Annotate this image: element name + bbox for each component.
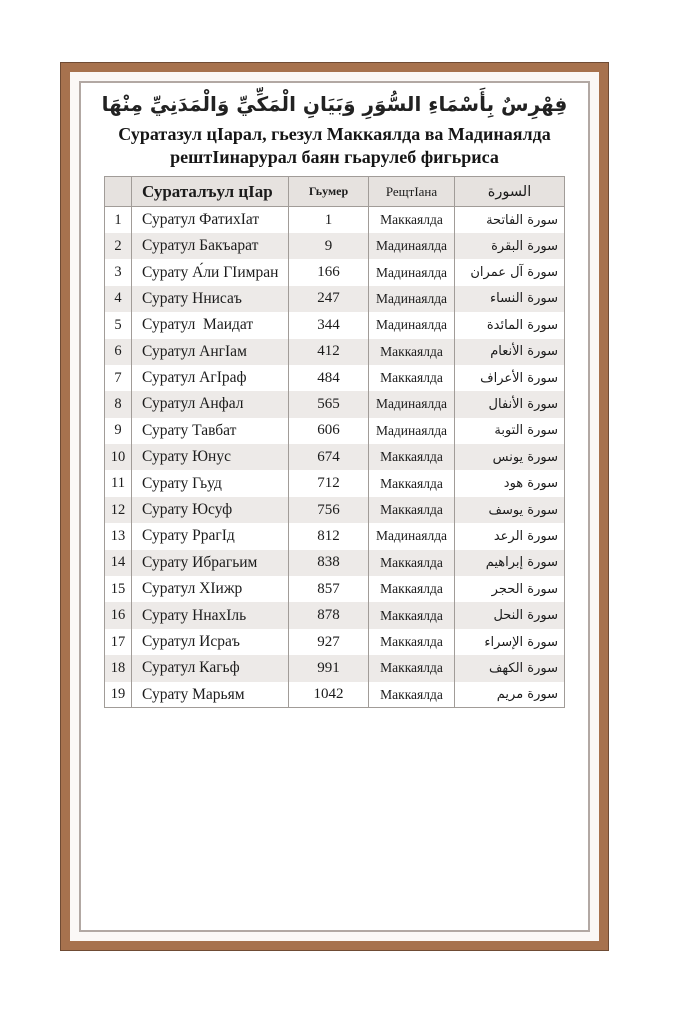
surah-index-table: [104, 176, 565, 708]
arabic-name-cell: سورة الأنعام: [455, 339, 565, 365]
row-number-cell: 13: [105, 523, 132, 549]
table-row: [105, 418, 565, 444]
arabic-name-cell: سورة الأعراف: [455, 365, 565, 391]
header-row-number: [105, 177, 132, 207]
revealed-place-cell: Мадинаялда: [369, 523, 455, 549]
revealed-place-cell: Маккаялда: [369, 207, 455, 233]
table-header-row: [105, 177, 565, 207]
table-row: [105, 259, 565, 285]
table-row: [105, 444, 565, 470]
arabic-name-cell: سورة الرعد: [455, 523, 565, 549]
arabic-name-cell: سورة البقرة: [455, 233, 565, 259]
table-row: [105, 470, 565, 496]
surah-name-cell: Суратул ФатихIат: [132, 207, 289, 233]
table-row: [105, 682, 565, 708]
arabic-name-cell: سورة الأنفال: [455, 391, 565, 417]
header-page-number: Гьумер: [289, 177, 369, 207]
table-row: [105, 655, 565, 681]
surah-name-cell: Сурату А́ли ГIимран: [132, 259, 289, 285]
row-number-cell: 2: [105, 233, 132, 259]
table-row: [105, 207, 565, 233]
row-number-cell: 12: [105, 497, 132, 523]
page-number-cell: 484: [289, 365, 369, 391]
arabic-name-cell: سورة آل عمران: [455, 259, 565, 285]
table-row: [105, 339, 565, 365]
page-number-cell: 838: [289, 550, 369, 576]
surah-name-cell: Суратул Исраъ: [132, 629, 289, 655]
revealed-place-cell: Маккаялда: [369, 655, 455, 681]
row-number-cell: 11: [105, 470, 132, 496]
decorative-page-frame: [61, 63, 608, 950]
revealed-place-cell: Маккаялда: [369, 682, 455, 708]
page-number-cell: 857: [289, 576, 369, 602]
row-number-cell: 6: [105, 339, 132, 365]
header-arabic-name: السورة: [455, 177, 565, 207]
arabic-name-cell: سورة التوبة: [455, 418, 565, 444]
surah-name-cell: Суратул Кагьф: [132, 655, 289, 681]
row-number-cell: 9: [105, 418, 132, 444]
revealed-place-cell: Мадинаялда: [369, 418, 455, 444]
arabic-name-cell: سورة النساء: [455, 286, 565, 312]
revealed-place-cell: Маккаялда: [369, 365, 455, 391]
surah-name-cell: Сурату НнахIль: [132, 602, 289, 628]
surah-name-cell: Сурату Ннисаъ: [132, 286, 289, 312]
page-number-cell: 878: [289, 602, 369, 628]
revealed-place-cell: Мадинаялда: [369, 391, 455, 417]
row-number-cell: 14: [105, 550, 132, 576]
arabic-name-cell: سورة المائدة: [455, 312, 565, 338]
page-number-cell: 565: [289, 391, 369, 417]
surah-name-cell: Суратул АгIраф: [132, 365, 289, 391]
row-number-cell: 3: [105, 259, 132, 285]
page-number-cell: 991: [289, 655, 369, 681]
row-number-cell: 19: [105, 682, 132, 708]
surah-name-cell: Сурату Марьям: [132, 682, 289, 708]
revealed-place-cell: Маккаялда: [369, 497, 455, 523]
surah-name-cell: Сурату Юсуф: [132, 497, 289, 523]
page-number-cell: 927: [289, 629, 369, 655]
arabic-name-cell: سورة الحجر: [455, 576, 565, 602]
surah-name-cell: Сурату Ибрагьим: [132, 550, 289, 576]
revealed-place-cell: Мадинаялда: [369, 286, 455, 312]
row-number-cell: 4: [105, 286, 132, 312]
page-number-cell: 606: [289, 418, 369, 444]
arabic-name-cell: سورة النحل: [455, 602, 565, 628]
revealed-place-cell: Маккаялда: [369, 339, 455, 365]
revealed-place-cell: Маккаялда: [369, 576, 455, 602]
arabic-name-cell: سورة يونس: [455, 444, 565, 470]
arabic-name-cell: سورة هود: [455, 470, 565, 496]
page-title-line-1: Суратазул цIарал, гьезул Маккаялда ва Мадинаялда: [118, 124, 551, 144]
row-number-cell: 8: [105, 391, 132, 417]
revealed-place-cell: Мадинаялда: [369, 259, 455, 285]
page-title: [81, 123, 588, 169]
row-number-cell: 1: [105, 207, 132, 233]
table-header: [105, 177, 565, 207]
arabic-name-cell: سورة مريم: [455, 682, 565, 708]
revealed-place-cell: Маккаялда: [369, 444, 455, 470]
surah-name-cell: Суратул ХIижр: [132, 576, 289, 602]
page-number-cell: 1: [289, 207, 369, 233]
table-row: [105, 576, 565, 602]
page-number-cell: 344: [289, 312, 369, 338]
revealed-place-cell: Маккаялда: [369, 629, 455, 655]
surah-name-cell: Суратул Маидат: [132, 312, 289, 338]
row-number-cell: 10: [105, 444, 132, 470]
row-number-cell: 5: [105, 312, 132, 338]
arabic-name-cell: سورة إبراهيم: [455, 550, 565, 576]
row-number-cell: 7: [105, 365, 132, 391]
arabic-name-cell: سورة الإسراء: [455, 629, 565, 655]
table-row: [105, 365, 565, 391]
table-row: [105, 629, 565, 655]
page-title-line-2: рештIинарурал баян гьарулеб фигьриса: [170, 147, 499, 168]
arabic-name-cell: سورة الفاتحة: [455, 207, 565, 233]
revealed-place-cell: Маккаялда: [369, 470, 455, 496]
arabic-name-cell: سورة الكهف: [455, 655, 565, 681]
arabic-name-cell: سورة يوسف: [455, 497, 565, 523]
surah-name-cell: Сурату РрагIд: [132, 523, 289, 549]
page-number-cell: 247: [289, 286, 369, 312]
row-number-cell: 16: [105, 602, 132, 628]
row-number-cell: 15: [105, 576, 132, 602]
arabic-calligraphy-title: فِهْرِسٌ بِأَسْمَاءِ السُّوَرِ وَبَيَانِ الْمَكِّيِّ وَالْمَدَنِيِّ مِنْهَا: [101, 92, 568, 116]
table-row: [105, 602, 565, 628]
header-surah-name: Сураталъул цIар: [132, 177, 289, 207]
revealed-place-cell: Маккаялда: [369, 550, 455, 576]
table-row: [105, 497, 565, 523]
row-number-cell: 17: [105, 629, 132, 655]
page-content-area: [79, 81, 590, 932]
surah-name-cell: Суратул АнгIам: [132, 339, 289, 365]
row-number-cell: 18: [105, 655, 132, 681]
surah-name-cell: Сурату Гьуд: [132, 470, 289, 496]
page-number-cell: 1042: [289, 682, 369, 708]
revealed-place-cell: Маккаялда: [369, 602, 455, 628]
table-row: [105, 523, 565, 549]
surah-name-cell: Сурату Юнус: [132, 444, 289, 470]
page-number-cell: 9: [289, 233, 369, 259]
table-row: [105, 286, 565, 312]
page-number-cell: 674: [289, 444, 369, 470]
surah-table-body: [105, 207, 565, 708]
table-row: [105, 550, 565, 576]
page-number-cell: 712: [289, 470, 369, 496]
surah-name-cell: Сурату Тавбат: [132, 418, 289, 444]
surah-name-cell: Суратул Бакъарат: [132, 233, 289, 259]
table-row: [105, 312, 565, 338]
revealed-place-cell: Мадинаялда: [369, 233, 455, 259]
revealed-place-cell: Мадинаялда: [369, 312, 455, 338]
table-row: [105, 233, 565, 259]
page-number-cell: 756: [289, 497, 369, 523]
header-revealed-place: РещтIана: [369, 177, 455, 207]
surah-name-cell: Суратул Анфал: [132, 391, 289, 417]
page-number-cell: 412: [289, 339, 369, 365]
table-row: [105, 391, 565, 417]
page-number-cell: 166: [289, 259, 369, 285]
page-number-cell: 812: [289, 523, 369, 549]
